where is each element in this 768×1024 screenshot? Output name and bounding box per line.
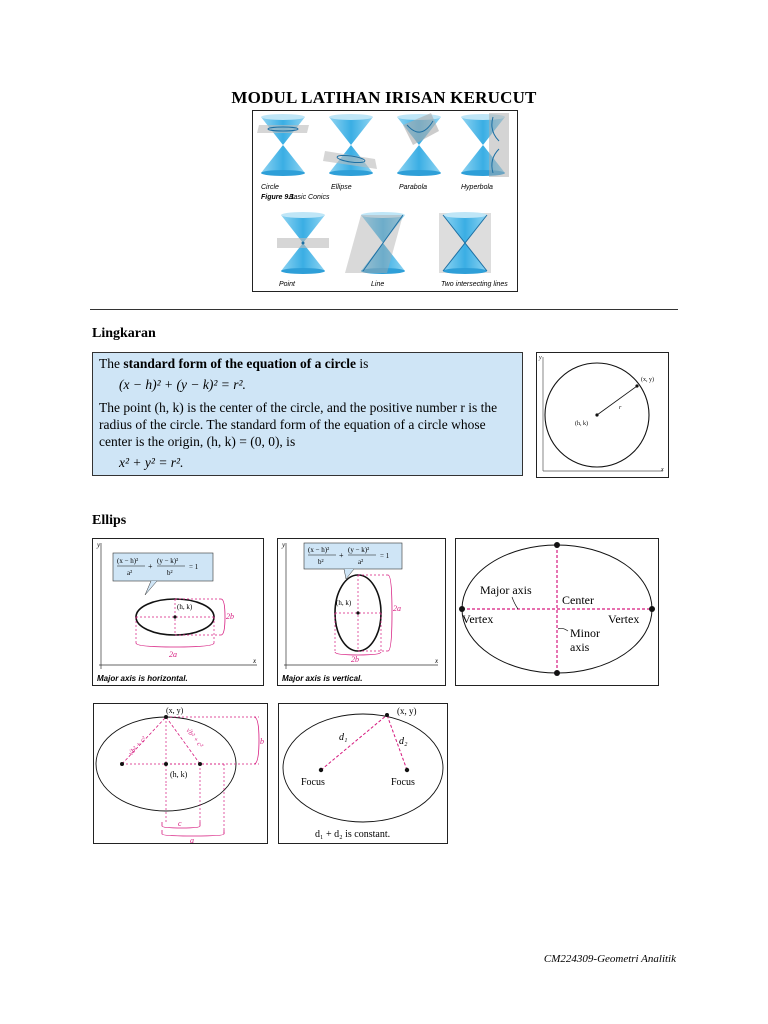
section-heading-circle: Lingkaran [92, 326, 156, 341]
center-label: (h, k) [177, 603, 193, 611]
center-label: (h, k) [575, 421, 588, 427]
left-seg-label: √b² + c² [126, 734, 148, 758]
circle-point [635, 384, 638, 387]
circle-paragraph: The point (h, k) is the center of the circle, and the positive number r is the radius of the circle. The standard form of the equation of a circle whose center is the origin, (h, k) = (0, 0), is [99, 400, 498, 449]
footer-course-code: CM224309-Geometri Analitik [543, 953, 676, 965]
cone-line [345, 212, 405, 274]
point-label: (x, y) [166, 706, 184, 715]
circle-def-line1 [99, 355, 516, 372]
circle-def-suffix: is [355, 356, 369, 371]
label-ellipse: Ellipse [331, 184, 352, 191]
eq-den1: b² [318, 558, 324, 566]
minor-label-2: axis [570, 640, 590, 654]
label-line: Line [371, 281, 385, 288]
cone-circle [257, 114, 309, 176]
eq-rhs: = 1 [189, 563, 199, 571]
label-point: Point [279, 281, 295, 288]
conics-illustration [253, 111, 517, 291]
d1-label: d₁ [339, 732, 348, 743]
circle-graph [536, 352, 669, 478]
figure-number: Figure 9.1 [261, 194, 295, 201]
page-title: MODUL LATIHAN IRISAN KERUCUT [231, 88, 537, 107]
focus-left-label: Focus [301, 777, 325, 788]
conics-figure [252, 110, 518, 292]
center-label: (h, k) [336, 599, 352, 607]
eq-num2: (y − k)² [157, 557, 179, 565]
eq-num1: (x − h)² [117, 557, 139, 565]
section-heading-ellipse: Ellips [92, 513, 127, 528]
cone-ellipse [323, 114, 377, 176]
c-label: c [178, 819, 182, 828]
vertex-left-label: Vertex [462, 612, 494, 626]
eq-den1: a² [127, 569, 133, 577]
radius-label: r [619, 405, 622, 411]
circle-equation: (x − h)² + (y − k)² = r². [119, 377, 246, 392]
circle-definition-box [92, 352, 523, 476]
eq-rhs: = 1 [380, 552, 390, 560]
svg-text:+: + [148, 562, 153, 571]
ellipse-foci-distance-diagram [93, 703, 268, 844]
point-label: (x, y) [397, 706, 417, 716]
divider [90, 309, 678, 310]
b-label: b [260, 737, 264, 746]
figure-caption: Basic Conics [289, 194, 330, 201]
y-axis-label: y [97, 541, 101, 549]
x-axis-label: x [661, 467, 664, 473]
width-label: 2a [169, 650, 177, 659]
minor-label-1: Minor [570, 626, 600, 640]
eq-num2: (y − k)² [348, 546, 370, 554]
width-label: 2b [351, 655, 359, 664]
label-circle: Circle [261, 184, 279, 191]
vertex-right-label: Vertex [608, 612, 640, 626]
ellipse-vertical-graph [277, 538, 446, 686]
circle-def-prefix: The [99, 356, 124, 371]
svg-text:+: + [339, 551, 344, 560]
eq-den2: b² [167, 569, 173, 577]
height-label: 2a [393, 604, 401, 613]
d2-label: d₂ [399, 736, 408, 747]
ellipse-horizontal-graph [92, 538, 264, 686]
label-parabola: Parabola [399, 184, 428, 191]
label-two-lines: Two intersecting lines [441, 281, 508, 288]
circle-origin-equation: x² + y² = r². [119, 455, 184, 470]
center-point [595, 413, 598, 416]
right-seg-label: √b² + c² [184, 726, 205, 750]
cone-hyperbola [461, 113, 509, 177]
cone-point [277, 212, 329, 274]
constant-caption: d₁ + d₂ is constant. [315, 829, 391, 840]
caption: Major axis is horizontal. [97, 674, 188, 683]
focus-right-label: Focus [391, 777, 415, 788]
major-axis-label: Major axis [480, 583, 532, 597]
center-label: Center [562, 593, 594, 607]
a-label: a [190, 836, 194, 843]
x-axis-label: x [435, 657, 439, 665]
label-hyperbola: Hyperbola [461, 184, 493, 191]
caption: Major axis is vertical. [282, 674, 363, 683]
center-label: (h, k) [170, 770, 188, 779]
ellipse-shape [283, 714, 443, 822]
circle-def-bold: standard form of the equation of a circle [123, 356, 356, 371]
ellipse-parts-diagram [455, 538, 659, 686]
cone-two-lines [439, 212, 491, 274]
y-axis-label: y [282, 541, 286, 549]
y-axis-label: y [539, 355, 542, 361]
ellipse-constant-diagram [278, 703, 448, 844]
eq-den2: a² [358, 558, 364, 566]
point-label: (x, y) [641, 377, 654, 383]
height-label: 2b [226, 612, 234, 621]
cone-parabola [397, 113, 441, 176]
x-axis-label: x [253, 657, 257, 665]
eq-num1: (x − h)² [308, 546, 330, 554]
